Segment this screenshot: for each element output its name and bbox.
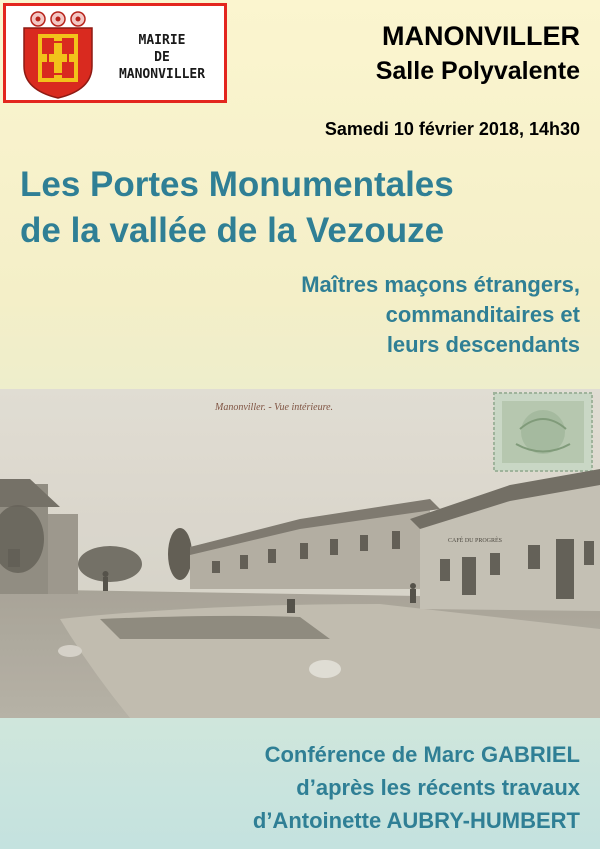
credits-line-1: Conférence de Marc GABRIEL [264, 742, 580, 767]
mairie-line-3: MANONVILLER [118, 67, 206, 82]
conference-credits [253, 738, 580, 837]
mairie-logo [3, 3, 227, 103]
shop-sign: CAFÉ DU PROGRÈS [448, 538, 503, 544]
mairie-label [98, 32, 226, 83]
subtitle-line-3: leurs descendants [386, 332, 580, 357]
coat-of-arms-icon [18, 10, 98, 100]
town-name: MANONVILLER [382, 21, 580, 51]
title-line-2: de la vallée de la Vezouze [20, 211, 445, 250]
vintage-postcard-photo [0, 389, 600, 718]
venue-name: Salle Polyvalente [375, 57, 580, 85]
credits-line-3: d’Antoinette AUBRY-HUMBERT [252, 808, 580, 833]
title-line-1: Les Portes Monumentales [20, 165, 454, 204]
poster-title [20, 162, 454, 254]
mairie-line-1: MAIRIE [138, 33, 186, 48]
subtitle-line-1: Maîtres maçons étrangers, [301, 272, 580, 297]
postcard-caption: Manonviller. - Vue intérieure. [215, 402, 334, 413]
credits-line-2: d’après les récents travaux [296, 775, 580, 800]
subtitle-line-2: commanditaires et [385, 302, 580, 327]
event-date: Samedi 10 février 2018, 14h30 [324, 119, 580, 139]
mairie-line-2: DE [154, 50, 170, 65]
poster-subtitle [301, 270, 580, 360]
